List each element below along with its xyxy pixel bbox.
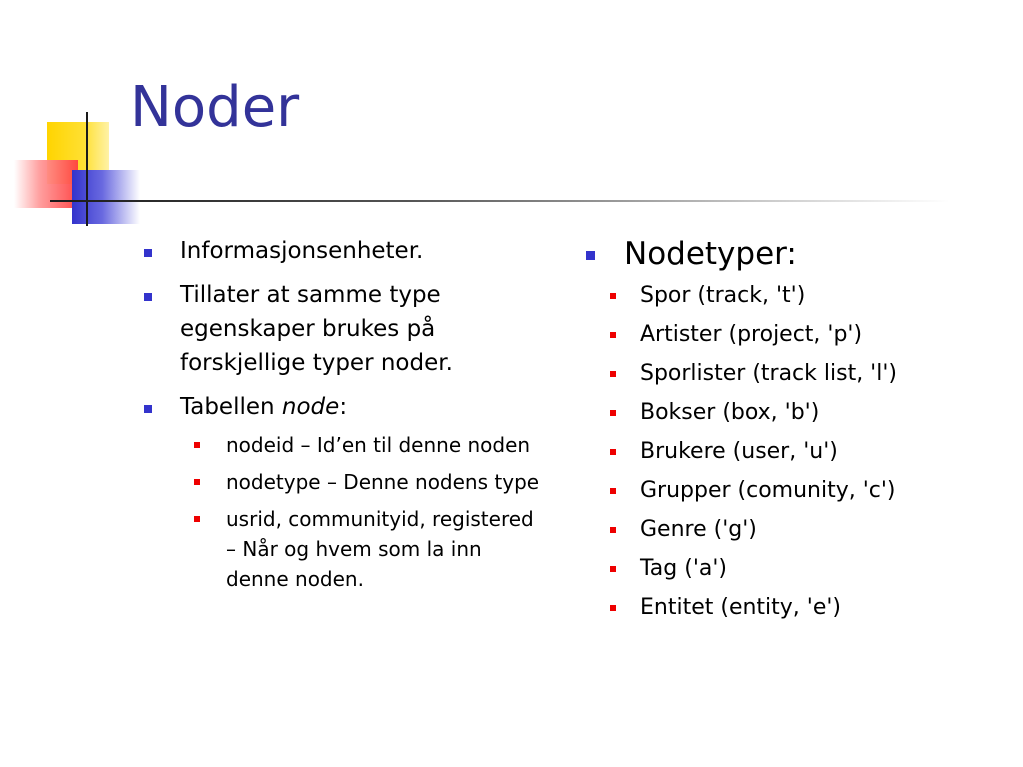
slide-title: Noder: [130, 75, 300, 140]
bullet-text-prefix: Tabellen: [180, 394, 282, 420]
nodetypes-heading: Nodetyper:: [624, 236, 797, 272]
bullet-item: Tillater at samme type egenskaper brukes på forskjellige typer noder.: [144, 278, 544, 380]
bullet-item-nodetypes: [586, 234, 1006, 274]
nodetype-item: Entitet (entity, 'e'): [610, 592, 1006, 624]
nodetype-item: Spor (track, 't'): [610, 280, 1006, 312]
nodetype-item: Artister (project, 'p'): [610, 319, 1006, 351]
title-underline: [50, 200, 950, 202]
nodetypes-list: [610, 280, 1006, 624]
sub-bullet-item: nodetype – Denne nodens type: [194, 467, 544, 497]
nodetype-item: Grupper (comunity, 'c'): [610, 475, 1006, 507]
decor-blue-square: [72, 170, 140, 224]
table-columns-list: [194, 430, 544, 594]
left-bullet-list: [144, 234, 544, 604]
nodetype-item: Sporlister (track list, 'l'): [610, 358, 1006, 390]
decor-vertical-line: [86, 112, 88, 226]
nodetype-item: Bokser (box, 'b'): [610, 397, 1006, 429]
right-bullet-list: [586, 234, 1006, 631]
bullet-text-emphasis: node: [281, 394, 340, 420]
sub-bullet-item: usrid, communityid, registered – Når og hvem som la inn denne noden.: [194, 504, 544, 594]
nodetypes-container: [586, 280, 1006, 624]
nodetype-item: Brukere (user, 'u'): [610, 436, 1006, 468]
bullet-item-table: [144, 390, 544, 594]
bullet-item: Informasjonsenheter.: [144, 234, 544, 268]
nodetype-item: Genre ('g'): [610, 514, 1006, 546]
nodetype-item: Tag ('a'): [610, 553, 1006, 585]
bullet-text-suffix: :: [339, 394, 348, 420]
sub-bullet-item: nodeid – Id’en til denne noden: [194, 430, 544, 460]
